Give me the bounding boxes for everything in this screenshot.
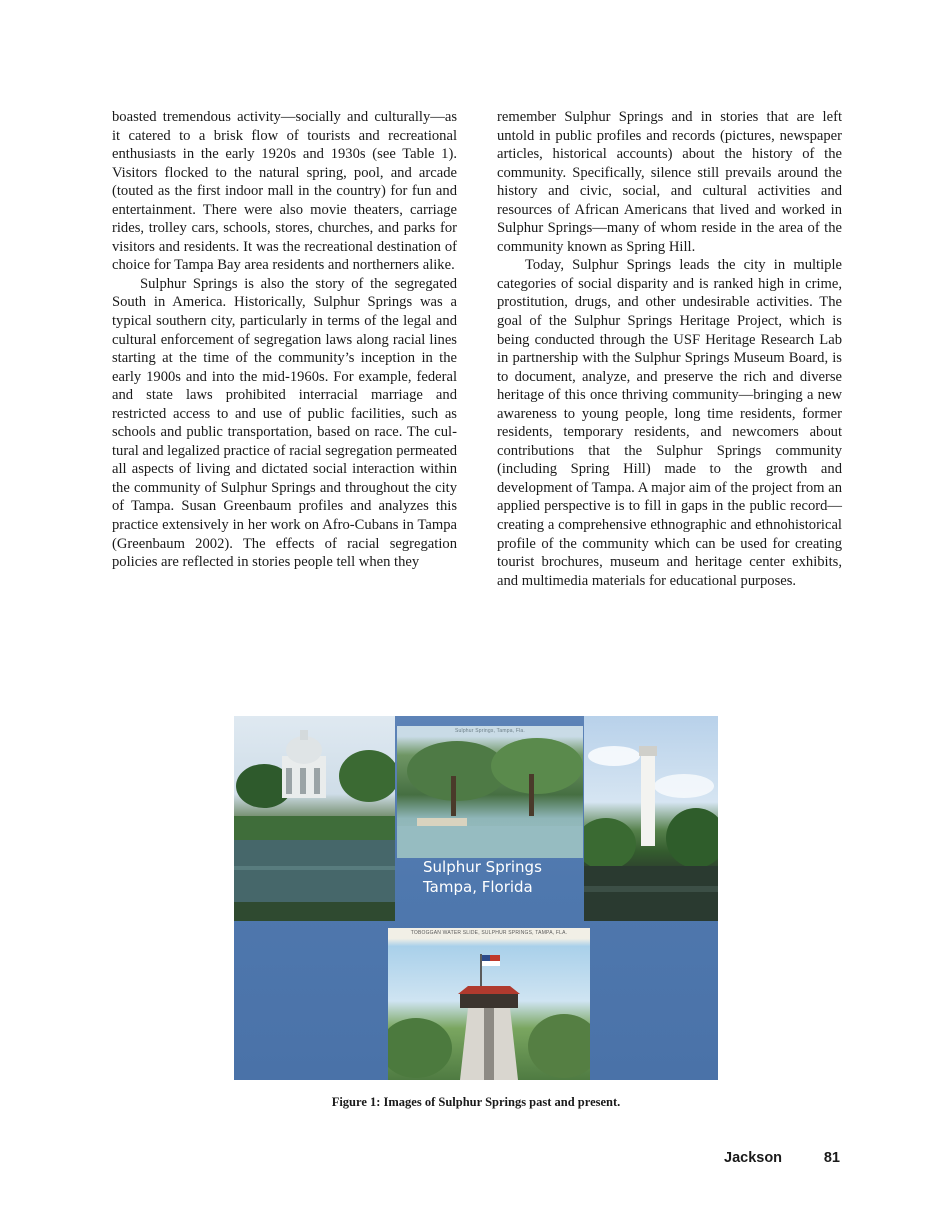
postcard-caption: TOBOGGAN WATER SLIDE, SULPHUR SPRINGS, TAMPA, FLA. <box>410 930 568 936</box>
postcard-caption: Sulphur Springs, Tampa, Fla. <box>455 728 525 734</box>
spring-postcard <box>397 726 583 858</box>
text-column-right <box>497 108 842 590</box>
slide-postcard <box>388 928 590 1080</box>
tower-photo <box>584 716 718 921</box>
text-column-left <box>112 108 457 572</box>
gazebo-illustration <box>234 716 395 921</box>
figure-caption: Figure 1: Images of Sulphur Springs past and present. <box>331 1095 621 1109</box>
slide-illustration <box>388 928 590 1080</box>
paragraph: Sulphur Springs is also the story of the segregated South in America. Historically, Sulphur Springs was a typical southern city, particularly in terms of the legal and cultural enforcement of segregation laws along racial lines starting at the time of the community’s inception in the early 1900s and into the mid-1960s. For example, federal and state laws prohibited interracial marriage and restricted access to and use of public facilities, such as schools and public transportation, based on race. The cultural and legalized practice of racial segregation permeated all aspects of living and dictated social interaction within the community of Sulphur Springs and throughout the city of Tampa. Susan Greenbaum profiles and analyzes this practice extensively in her work on Afro-Cubans in Tampa (Greenbaum 2002). The effects of racial segregation policies are reflected in stories people tell when they <box>112 275 457 571</box>
spring-illustration <box>397 726 583 858</box>
paragraph: Today, Sulphur Springs leads the city in multiple categories of social disparity and is ranked high in crime, prostitution, drugs, and other undesirable activities. The goal of the Sulphur Springs Heritage Project, which is being conducted through the USF Heritage Research Lab in partnership with the Sulphur Springs Museum Board, is to document, analyze, and preserve the rich and diverse heritage of this once thriving community—bringing a new awareness to young people, long time residents, former residents, temporary residents, and newcomers about contributions that the Sulphur Springs community (including Spring Hill) made to the growth and development of Tampa. A major aim of the project from an applied perspective is to fill in gaps in the public record—creating a comprehensive ethnographic and ethnohistorical profile of the community which can be used for creating tourist brochures, museum and heritage center exhibits, and multimedia materials for educational purposes. <box>497 257 842 589</box>
tower-illustration <box>584 716 718 921</box>
page-number: 81 <box>823 1150 840 1166</box>
collage-title: Sulphur Springs Tampa, Florida <box>423 858 542 896</box>
running-footer-author: Jackson <box>724 1150 783 1166</box>
paragraph: remember Sulphur Springs and in stories that are left untold in public profiles and records (pictures, newspaper articles, historical accounts) about the history of the community. Specifically, silence still prevails around the history and civic, social, and cultural activities and resources of African Americans that lived and worked in Sulphur Springs—many of whom reside in the area of the community known as Spring Hill. <box>497 109 842 255</box>
gazebo-photo <box>234 716 395 921</box>
figure-collage <box>234 716 718 1080</box>
paragraph: boasted tremendous activity—socially and culturally—as it catered to a brisk flow of tourists and recreational enthusiasts in the early 1920s and 1930s (see Table 1). Visitors flocked to the natural spring, pool, and arcade (touted as the first indoor mall in the country) for fun and entertainment. There were also movie theaters, carriage rides, trolley cars, schools, stores, churches, and parks for visitors and residents. It was the recreational destination of choice for Tampa Bay area residents and northerners alike. <box>112 109 457 274</box>
